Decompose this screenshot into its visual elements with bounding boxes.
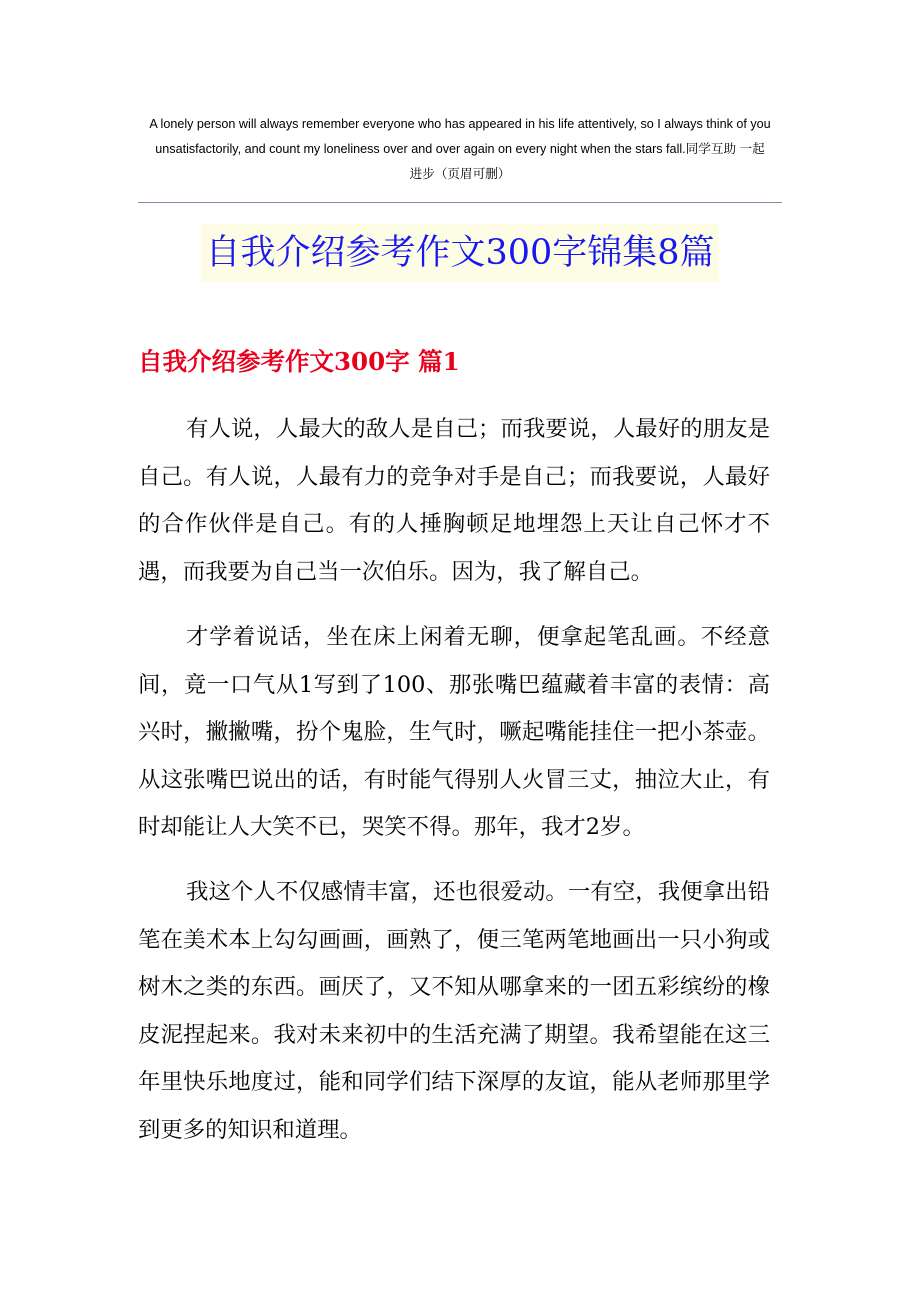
document-title: 自我介绍参考作文300字锦集8篇 xyxy=(201,224,718,282)
paragraph-3: 我这个人不仅感情丰富，还也很爱动。一有空，我便拿出铅笔在美术本上勾勾画画，画熟了，便三笔两笔地画出一只小狗或树木之类的东西。画厌了，又不知从哪拿来的一团五彩缤纷的橡皮泥捏起来。我对未来初中的生活充满了期望。我希望能在这三年里快乐地度过，能和同学们结下深厚的友谊，能从老师那里学到更多的知识和道理。 xyxy=(138,879,770,1143)
title-container xyxy=(0,224,920,282)
header-line-2: unsatisfactorily, and count my loneliness over and over again on every night when the stars fall.同学互助 一起 xyxy=(155,142,765,156)
paragraph-1: 有人说，人最大的敌人是自己；而我要说，人最好的朋友是自己。有人说，人最有力的竞争对手是自己；而我要说，人最好的合作伙伴是自己。有的人捶胸顿足地埋怨上天让自己怀才不遇，而我要为自己当一次伯乐。因为，我了解自己。 xyxy=(138,416,770,585)
section-heading: 自我介绍参考作文300字 篇1 xyxy=(138,347,460,376)
paragraph-2: 才学着说话，坐在床上闲着无聊，便拿起笔乱画。不经意间，竟一口气从1写到了100、那张嘴巴蕴藏着丰富的表情：高兴时，撇撇嘴，扮个鬼脸，生气时，噘起嘴能挂住一把小茶壶。从这张嘴巴说出的话，有时能气得别人火冒三丈，抽泣大止，有时却能让人大笑不已，哭笑不得。那年，我才2岁。 xyxy=(138,624,770,840)
header-line-3: 进步（页眉可删） xyxy=(409,167,511,181)
header-divider xyxy=(138,202,782,203)
page-header xyxy=(138,112,782,187)
header-line-1: A lonely person will always remember everyone who has appeared in his life attentively, so I always think of you xyxy=(149,117,771,131)
